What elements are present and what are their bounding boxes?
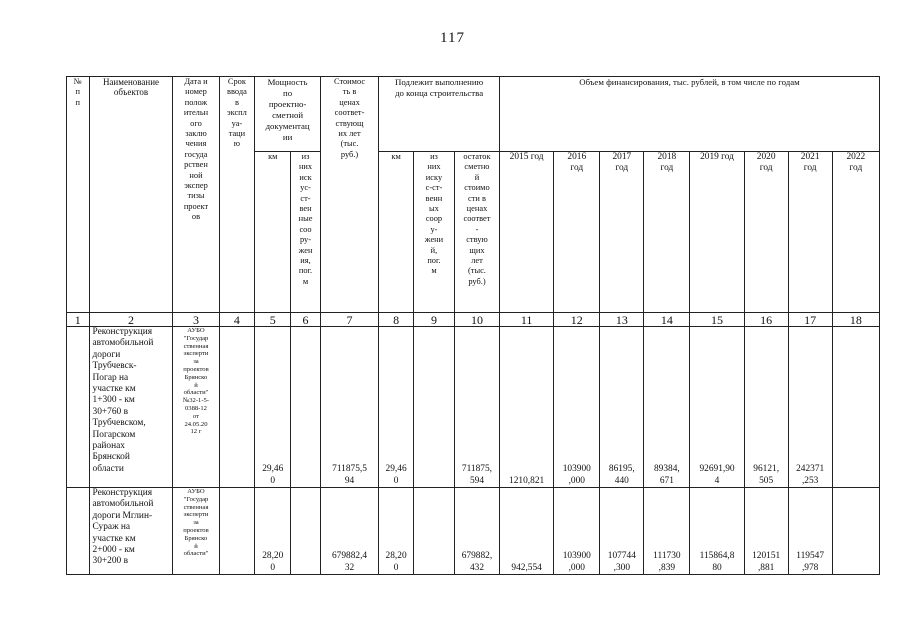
financing-table	[66, 76, 880, 575]
object-name: Реконструкция автомобильной дороги Трубчевск- Погар на участке км 1+300 - км 30+760 в Трубчевском, Погарском районах Брянской области	[89, 327, 173, 488]
column-number: 10	[454, 313, 499, 327]
value-2021: 242371 ,253	[788, 327, 832, 488]
column-number: 17	[788, 313, 832, 327]
value-2021: 119547 ,978	[788, 488, 832, 575]
column-number: 6	[291, 313, 321, 327]
table-row	[67, 327, 880, 488]
value-2022	[832, 488, 879, 575]
header-financing: Объем финансирования, тыс. рублей, в том числе по годам	[500, 77, 880, 152]
column-number: 8	[379, 313, 414, 327]
column-number: 15	[690, 313, 744, 327]
row-num	[67, 327, 90, 488]
header-year-2022: 2022 год	[832, 152, 879, 313]
column-number: 11	[500, 313, 554, 327]
column-number: 18	[832, 313, 879, 327]
value-2022	[832, 327, 879, 488]
value-2020: 96121, 505	[744, 327, 788, 488]
row-num	[67, 488, 90, 575]
header-num: № п п	[67, 77, 90, 313]
column-number: 9	[414, 313, 455, 327]
value-2016: 103900 ,000	[554, 488, 600, 575]
column-number: 16	[744, 313, 788, 327]
column-number: 14	[644, 313, 690, 327]
column-number: 3	[173, 313, 219, 327]
value-2019: 92691,90 4	[690, 327, 744, 488]
expertise-conclusion: АУБО "Государ ственная эксперти за проектов Брянско й области"	[173, 488, 219, 575]
remaining-cost: 711875, 594	[454, 327, 499, 488]
commission-date	[219, 327, 255, 488]
header-name: Наименование объектов	[89, 77, 173, 313]
remaining-km: 29,46 0	[379, 327, 414, 488]
capacity-km: 28,20 0	[255, 488, 291, 575]
column-number: 5	[255, 313, 291, 327]
value-2016: 103900 ,000	[554, 327, 600, 488]
remaining-struct	[414, 488, 455, 575]
column-number: 4	[219, 313, 255, 327]
remaining-km: 28,20 0	[379, 488, 414, 575]
column-number: 2	[89, 313, 173, 327]
column-number: 7	[320, 313, 378, 327]
header-year-2016: 2016 год	[554, 152, 600, 313]
capacity-struct	[291, 488, 321, 575]
value-2015: 1210,821	[500, 327, 554, 488]
capacity-km: 29,46 0	[255, 327, 291, 488]
column-number: 12	[554, 313, 600, 327]
header-expertise: Дата и номер полож ительн ого заклю чения госуда рствен ной экспер тизы проект ов	[173, 77, 219, 313]
page-number: 117	[440, 30, 465, 46]
expertise-conclusion: АУБО "Государ ственная эксперти за проектов Брянско й области" №32-1-5- 0388-12 от 24.05.20 12 г	[173, 327, 219, 488]
header-year-2021: 2021 год	[788, 152, 832, 313]
column-number: 1	[67, 313, 90, 327]
header-remaining-cost: остаток сметно й стоимо сти в ценах соответ - ствую щих лет (тыс. руб.)	[454, 152, 499, 313]
cost: 679882,4 32	[320, 488, 378, 575]
value-2017: 107744 ,300	[600, 488, 644, 575]
header-cost: Стоимос ть в ценах соответ- ствующ их лет (тыс. руб.)	[320, 77, 378, 313]
commission-date	[219, 488, 255, 575]
object-name: Реконструкция автомобильной дороги Мглин- Сураж на участке км 2+000 - км 30+200 в	[89, 488, 173, 575]
column-number: 13	[600, 313, 644, 327]
value-2018: 111730 ,839	[644, 488, 690, 575]
value-2018: 89384, 671	[644, 327, 690, 488]
table-row	[67, 488, 880, 575]
value-2017: 86195, 440	[600, 327, 644, 488]
header-remaining: Подлежит выполнению до конца строительства	[379, 77, 500, 152]
header-capacity: Мощность по проектно- сметной документац ии	[255, 77, 321, 152]
header-year-2017: 2017 год	[600, 152, 644, 313]
cost: 711875,5 94	[320, 327, 378, 488]
header-commission: Срок ввода в экспл уа- таци ю	[219, 77, 255, 313]
remaining-struct	[414, 327, 455, 488]
header-remaining-km: км	[379, 152, 414, 313]
header-capacity-struct: из них иск ус- ст- вен ные соо ру- жен ия, пог. м	[291, 152, 321, 313]
remaining-cost: 679882, 432	[454, 488, 499, 575]
header-capacity-km: км	[255, 152, 291, 313]
capacity-struct	[291, 327, 321, 488]
header-year-2015: 2015 год	[500, 152, 554, 313]
value-2020: 120151 ,881	[744, 488, 788, 575]
header-year-2020: 2020 год	[744, 152, 788, 313]
value-2019: 115864,8 80	[690, 488, 744, 575]
header-remaining-struct: из них иску с-ст- венн ых соор у- жени й, пог. м	[414, 152, 455, 313]
header-year-2018: 2018 год	[644, 152, 690, 313]
value-2015: 942,554	[500, 488, 554, 575]
header-year-2019: 2019 год	[690, 152, 744, 313]
